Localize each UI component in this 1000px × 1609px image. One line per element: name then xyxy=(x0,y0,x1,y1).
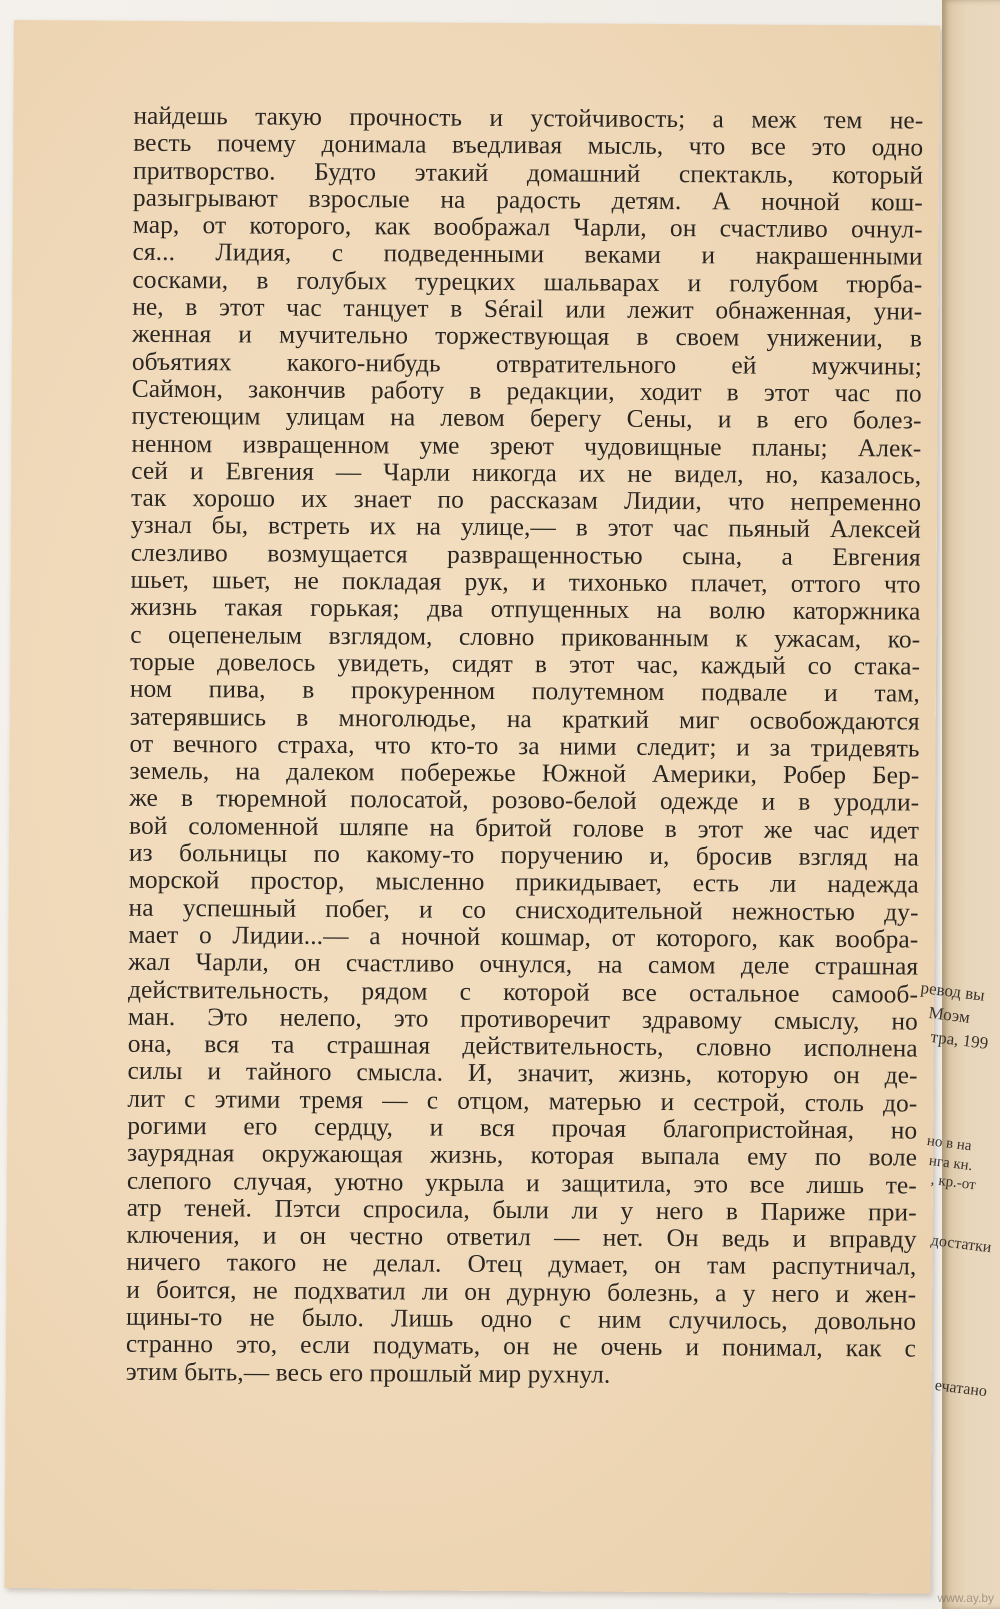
text-line: ничего такого не делал. Отец думает, он там распутничал, xyxy=(126,1248,917,1282)
next-page-edge xyxy=(919,0,1000,1609)
text-line: ся... Лидия, с подведенными веками и накрашенными xyxy=(132,238,923,272)
text-line: пустеющим улицам на левом берегу Сены, и в его болез- xyxy=(131,401,922,435)
text-line: с оцепенелым взглядом, словно прикованным к ужасам, ко- xyxy=(130,620,921,654)
text-line: узнал бы, встреть их на улице,— в этот час пьяный Алексей xyxy=(130,511,921,545)
next-page-fragment: достатки xyxy=(929,1232,993,1257)
text-line: действительность, рядом с которой все остальное самооб- xyxy=(127,975,919,1009)
text-line: жизнь такая горькая; два отпущенных на волю каторжника xyxy=(130,593,921,626)
next-page-fragment: , кр.-от xyxy=(930,1172,977,1194)
text-line: заурядная окружающая жизнь, которая выпала ему по воле xyxy=(126,1138,918,1172)
text-line: шьет, шьет, не покладая рук, и тихонько плачет, оттого что xyxy=(130,565,921,599)
text-line: от вечного страха, что кто-то за ними следит; и за тридевять xyxy=(129,729,920,763)
next-page-fragment: нга кн. xyxy=(928,1153,974,1175)
text-line: ман. Это нелепо, это противоречит здравому смыслу, но xyxy=(127,1002,918,1036)
text-line: сей и Евгения — Чарли никогда их не видел, но, казалось, xyxy=(131,456,922,490)
text-line: не, в этот час танцует в Sérail или лежит обнаженная, уни- xyxy=(132,292,923,326)
text-line: притворство. Будто этакий домашний спектакль, который xyxy=(132,156,924,190)
text-line: атр теней. Пэтси спросила, были ли у него в Париже при- xyxy=(126,1193,917,1227)
next-page-fragment: тра, 199 xyxy=(929,1027,990,1053)
text-line: разыгрывают взрослые на радость детям. А ночной кош- xyxy=(132,183,923,217)
text-line: морской простор, мысленно прикидывает, есть ли надежда xyxy=(128,866,919,899)
next-page-fragment: ревод вы xyxy=(919,978,986,1005)
text-line: и боится, не подхватил ли он дурную болезнь, а у него и жен- xyxy=(126,1275,917,1309)
text-line: ключения, и он честно ответил — нет. Он ведь и вправду xyxy=(126,1220,917,1254)
text-line: весть почему донимала въедливая мысль, что все это одно xyxy=(133,129,924,162)
text-line: ненном извращенном уме зреют чудовищные планы; Алек- xyxy=(131,429,922,463)
text-line: женная и мучительно торжествующая в своем унижении, в xyxy=(131,320,923,353)
text-line: из больницы по какому-то поручению и, бросив взгляд на xyxy=(128,838,919,872)
text-line: так хорошо их знает по рассказам Лидии, что непременно xyxy=(130,483,922,517)
text-line: мает о Лидии...— а ночной кошмар, от которого, как вообра- xyxy=(128,920,919,954)
text-line: мар, от которого, как воображал Чарли, он счастливо очнул- xyxy=(132,210,923,244)
text-line: же в тюремной полосатой, розово-белой одежде и в уродли- xyxy=(129,784,920,817)
text-line: найдешь такую прочность и устойчивость; а меж тем не- xyxy=(133,101,924,135)
text-line: ном пива, в прокуренном полутемном подвале и там, xyxy=(129,674,920,708)
text-line: Саймон, закончив работу в редакции, ходит в этот час по xyxy=(131,374,922,408)
text-line: затерявшись в многолюдье, на краткий миг освобождаются xyxy=(129,702,920,736)
next-page-fragment: Моэм xyxy=(927,1003,972,1027)
text-line-last: этим быть,— весь его прошлый мир рухнул. xyxy=(125,1357,611,1389)
text-line: лит с этими тремя — с отцом, матерью и сестрой, столь до- xyxy=(127,1084,918,1118)
watermark: www.ay.by xyxy=(937,1591,994,1605)
text-line: щины-то не было. Лишь одно с ним случилось, довольно xyxy=(125,1302,917,1336)
text-line: силы и тайного смысла. И, значит, жизнь, которую он де- xyxy=(127,1057,918,1090)
text-line: жал Чарли, он счастливо очнулся, на самом деле страшная xyxy=(128,947,919,981)
text-line: на успешный побег, и со снисходительной нежностью ду- xyxy=(128,893,919,927)
text-line: земель, на далеком побережье Южной Америки, Робер Бер- xyxy=(129,756,920,790)
next-page-fragment: ечатано xyxy=(933,1377,988,1401)
text-line: слезливо возмущается развращенностью сына, а Евгения xyxy=(130,538,921,572)
book-page xyxy=(4,20,940,1594)
text-line: вой соломенной шляпе на бритой голове в этот же час идет xyxy=(128,811,920,845)
text-line: сосками, в голубых турецких шальварах и голубом тюрба- xyxy=(132,265,923,299)
page-body-text xyxy=(126,103,924,1391)
next-page-fragment: но в на xyxy=(926,1133,973,1155)
text-line: торые довелось увидеть, сидят в этот час, каждый со стака- xyxy=(129,647,921,681)
text-line: слепого случая, уютно укрыла и защитила, это все лишь те- xyxy=(126,1166,917,1200)
text-line: она, вся та страшная действительность, словно исполнена xyxy=(127,1029,918,1063)
text-line: объятиях какого-нибудь отвратительного ей мужчины; xyxy=(131,347,922,381)
text-line: странно это, если подумать, он не очень и понимал, как с xyxy=(125,1330,916,1363)
text-line: рогими его сердцу, и вся прочая благопристойная, но xyxy=(127,1111,918,1145)
